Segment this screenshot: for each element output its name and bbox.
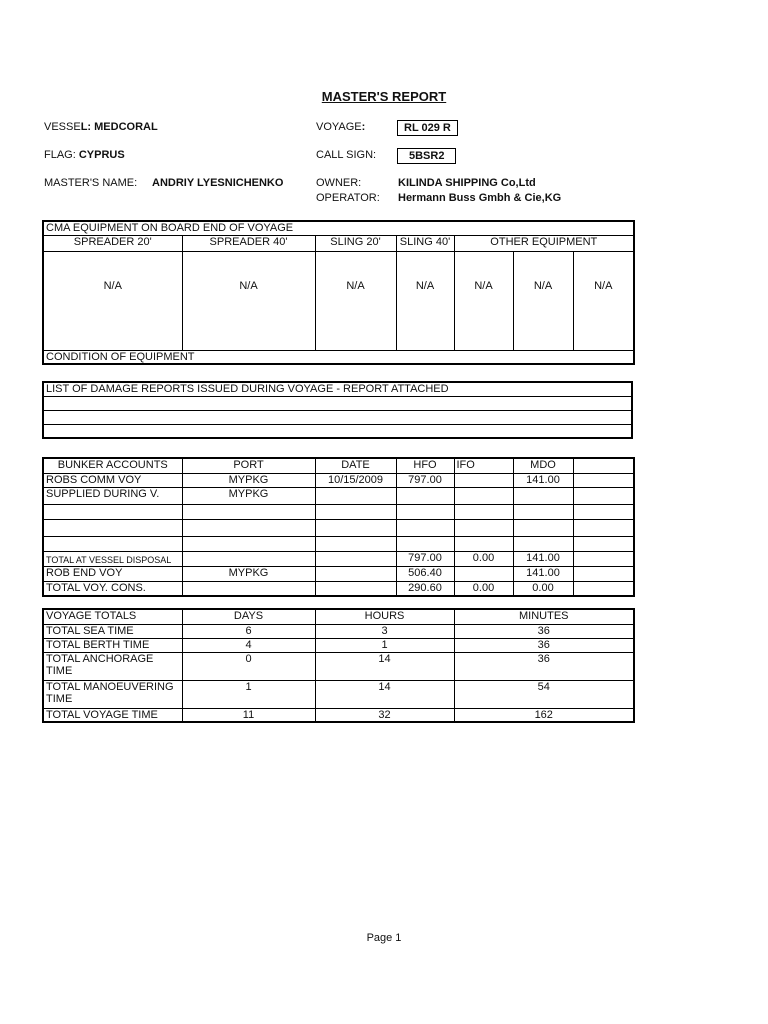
- bunker-cell: [396, 536, 454, 551]
- bunker-cell: [43, 536, 182, 551]
- bunker-cell: ROB END VOY: [43, 566, 182, 581]
- totals-header: MINUTES: [454, 609, 634, 624]
- bunker-cell: [513, 519, 573, 536]
- bunker-cell: [182, 519, 315, 536]
- bunker-cell: [513, 536, 573, 551]
- bunker-cell: [396, 487, 454, 504]
- bunker-cell: [182, 581, 315, 596]
- bunker-cell: [315, 536, 396, 551]
- bunker-cell: [573, 536, 634, 551]
- damage-row: [43, 396, 632, 410]
- equipment-header: SPREADER 40': [182, 235, 315, 251]
- damage-row: [43, 410, 632, 424]
- equipment-value: N/A: [573, 251, 634, 350]
- equipment-title: CMA EQUIPMENT ON BOARD END OF VOYAGE: [43, 221, 634, 235]
- bunker-cell: [513, 487, 573, 504]
- page-title: MASTER'S REPORT: [321, 89, 447, 104]
- bunker-cell: [454, 504, 513, 519]
- totals-header: VOYAGE TOTALS: [43, 609, 182, 624]
- bunker-cell: [315, 519, 396, 536]
- bunker-cell: ROBS COMM VOY: [43, 473, 182, 487]
- bunker-cell: [396, 504, 454, 519]
- page-number: Page 1: [366, 932, 402, 944]
- totals-cell: TOTAL ANCHORAGE TIME: [43, 652, 182, 680]
- bunker-cell: [454, 487, 513, 504]
- damage-row: [43, 424, 632, 438]
- bunker-cell: [182, 536, 315, 551]
- bunker-header: MDO: [513, 458, 573, 473]
- equipment-value: N/A: [454, 251, 513, 350]
- totals-cell: TOTAL BERTH TIME: [43, 638, 182, 652]
- bunker-cell: [573, 473, 634, 487]
- totals-cell: 54: [454, 680, 634, 708]
- bunker-table: [42, 457, 635, 597]
- bunker-cell: [182, 551, 315, 566]
- master-value: ANDRIY LYESNICHENKO: [152, 177, 284, 189]
- bunker-cell: [43, 504, 182, 519]
- equipment-value: N/A: [182, 251, 315, 350]
- bunker-cell: [454, 536, 513, 551]
- totals-cell: TOTAL VOYAGE TIME: [43, 708, 182, 722]
- bunker-cell: [573, 504, 634, 519]
- owner-value: KILINDA SHIPPING Co,Ltd: [398, 177, 536, 189]
- bunker-cell: [573, 581, 634, 596]
- vessel-value: MEDCORAL: [94, 121, 158, 133]
- master-label: MASTER'S NAME:: [44, 177, 138, 189]
- totals-cell: 1: [182, 680, 315, 708]
- flag-value: CYPRUS: [78, 149, 125, 161]
- bunker-cell: [454, 566, 513, 581]
- equipment-value: N/A: [43, 251, 182, 350]
- bunker-cell: 0.00: [454, 581, 513, 596]
- condition-label: CONDITION OF EQUIPMENT: [43, 350, 634, 364]
- totals-cell: TOTAL MANOEUVERING TIME: [43, 680, 182, 708]
- totals-cell: 4: [182, 638, 315, 652]
- totals-cell: 162: [454, 708, 634, 722]
- bunker-cell: 10/15/2009: [315, 473, 396, 487]
- bunker-header: [573, 458, 634, 473]
- bunker-cell: MYPKG: [182, 473, 315, 487]
- totals-cell: 11: [182, 708, 315, 722]
- bunker-cell: 797.00: [396, 473, 454, 487]
- bunker-cell: 141.00: [513, 551, 573, 566]
- bunker-header: PORT: [182, 458, 315, 473]
- flag-field: [44, 149, 125, 161]
- bunker-cell: [315, 566, 396, 581]
- bunker-cell: TOTAL VOY. CONS.: [43, 581, 182, 596]
- vessel-label-pre: VESSE: [44, 121, 81, 133]
- bunker-cell: 141.00: [513, 566, 573, 581]
- vessel-label-post: L:: [80, 121, 95, 133]
- flag-label: FLAG:: [44, 149, 79, 161]
- bunker-cell: [573, 487, 634, 504]
- bunker-cell: 0.00: [513, 581, 573, 596]
- call-sign-label: CALL SIGN:: [316, 149, 377, 161]
- bunker-cell: [454, 473, 513, 487]
- bunker-cell: TOTAL AT VESSEL DISPOSAL: [43, 551, 182, 566]
- bunker-cell: 506.40: [396, 566, 454, 581]
- bunker-header: BUNKER ACCOUNTS: [43, 458, 182, 473]
- equipment-header: OTHER EQUIPMENT: [454, 235, 634, 251]
- totals-cell: 0: [182, 652, 315, 680]
- equipment-header: SPREADER 20': [43, 235, 182, 251]
- operator-value: Hermann Buss Gmbh & Cie,KG: [398, 192, 562, 204]
- totals-cell: 36: [454, 652, 634, 680]
- bunker-header: IFO: [454, 458, 513, 473]
- totals-cell: 6: [182, 624, 315, 638]
- bunker-cell: 141.00: [513, 473, 573, 487]
- totals-cell: 14: [315, 652, 454, 680]
- bunker-cell: [396, 519, 454, 536]
- bunker-cell: [315, 487, 396, 504]
- call-sign-value: 5BSR2: [397, 148, 456, 164]
- bunker-cell: 797.00: [396, 551, 454, 566]
- equipment-header: SLING 40': [396, 235, 454, 251]
- totals-header: DAYS: [182, 609, 315, 624]
- bunker-header: HFO: [396, 458, 454, 473]
- totals-cell: 36: [454, 624, 634, 638]
- bunker-cell: [573, 519, 634, 536]
- totals-cell: TOTAL SEA TIME: [43, 624, 182, 638]
- bunker-cell: [454, 519, 513, 536]
- bunker-cell: [315, 551, 396, 566]
- bunker-cell: [513, 504, 573, 519]
- equipment-value: N/A: [315, 251, 396, 350]
- bunker-cell: 290.60: [396, 581, 454, 596]
- equipment-header: SLING 20': [315, 235, 396, 251]
- totals-cell: 32: [315, 708, 454, 722]
- totals-header: HOURS: [315, 609, 454, 624]
- totals-cell: 3: [315, 624, 454, 638]
- bunker-cell: [43, 519, 182, 536]
- totals-cell: 14: [315, 680, 454, 708]
- bunker-cell: [573, 551, 634, 566]
- voyage-label: VOYAGE:: [316, 121, 366, 133]
- owner-label: OWNER:: [316, 177, 362, 189]
- voyage-value: RL 029 R: [397, 120, 458, 136]
- bunker-cell: 0.00: [454, 551, 513, 566]
- damage-table: [42, 381, 633, 439]
- bunker-cell: MYPKG: [182, 487, 315, 504]
- damage-title: LIST OF DAMAGE REPORTS ISSUED DURING VOYAGE - REPORT ATTACHED: [43, 382, 632, 396]
- equipment-value: N/A: [396, 251, 454, 350]
- bunker-cell: [182, 504, 315, 519]
- bunker-cell: [573, 566, 634, 581]
- voyage-totals-table: [42, 608, 635, 723]
- bunker-cell: [315, 581, 396, 596]
- totals-cell: 36: [454, 638, 634, 652]
- bunker-cell: MYPKG: [182, 566, 315, 581]
- totals-cell: 1: [315, 638, 454, 652]
- equipment-value: N/A: [513, 251, 573, 350]
- vessel-field: [44, 121, 158, 133]
- operator-label: OPERATOR:: [316, 192, 380, 204]
- equipment-table: [42, 220, 635, 365]
- bunker-cell: SUPPLIED DURING V.: [43, 487, 182, 504]
- bunker-cell: [315, 504, 396, 519]
- bunker-header: DATE: [315, 458, 396, 473]
